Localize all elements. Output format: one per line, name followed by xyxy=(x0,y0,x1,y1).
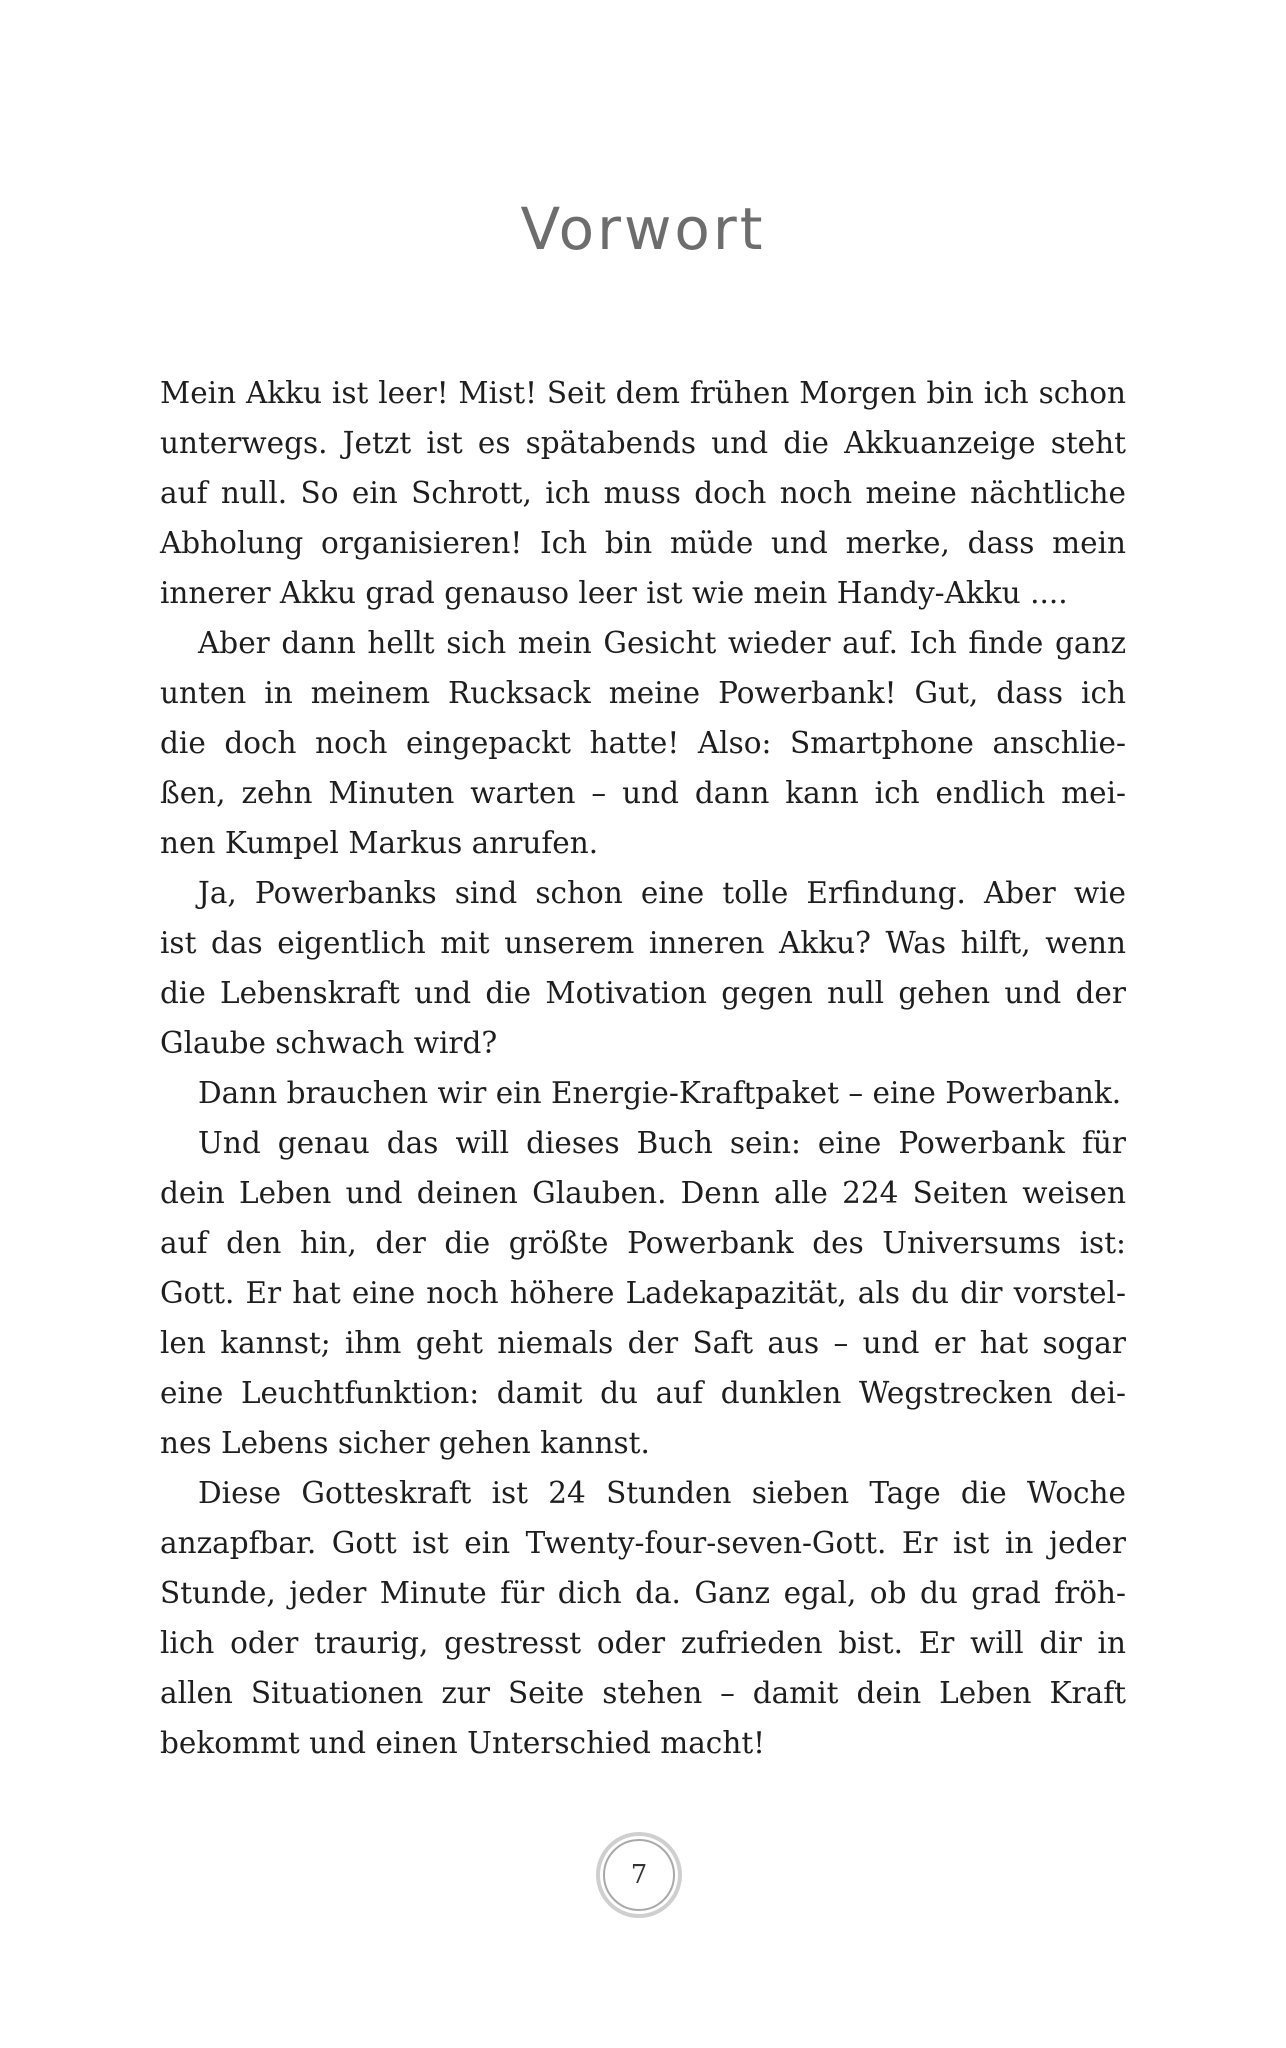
chapter-title: Vorwort xyxy=(520,195,766,263)
text-line: lich oder traurig, gestresst oder zufrieden bist. Er will dir in xyxy=(160,1626,1126,1660)
text-line: unterwegs. Jetzt ist es spätabends und die Akkuanzeige steht xyxy=(160,426,1126,460)
text-line: Ja, Powerbanks sind schon eine tolle Erfindung. Aber wie xyxy=(198,876,1126,910)
text-line: die doch noch eingepackt hatte! Also: Smartphone anschlie- xyxy=(160,726,1126,760)
page-number: 7 xyxy=(603,1839,675,1911)
text-line: Glaube schwach wird? xyxy=(160,1026,498,1060)
text-line: auf null. So ein Schrott, ich muss doch noch meine nächtliche xyxy=(160,476,1126,510)
text-line: Mein Akku ist leer! Mist! Seit dem frühen Morgen bin ich schon xyxy=(160,376,1126,410)
text-line: innerer Akku grad genauso leer ist wie mein Handy-Akku .... xyxy=(160,576,1068,610)
text-line: die Lebenskraft und die Motivation gegen null gehen und der xyxy=(160,976,1126,1010)
text-line: eine Leuchtfunktion: damit du auf dunklen Wegstrecken dei- xyxy=(160,1376,1126,1410)
text-line: auf den hin, der die größte Powerbank des Universums ist: xyxy=(160,1226,1126,1260)
body-text xyxy=(160,368,1126,1768)
text-line: bekommt und einen Unterschied macht! xyxy=(160,1726,766,1760)
text-line: Gott. Er hat eine noch höhere Ladekapazität, als du dir vorstel- xyxy=(160,1276,1126,1310)
text-line: ist das eigentlich mit unserem inneren Akku? Was hilft, wenn xyxy=(160,926,1126,960)
text-line: ßen, zehn Minuten warten – und dann kann ich endlich mei- xyxy=(160,776,1126,810)
text-line: Stunde, jeder Minute für dich da. Ganz egal, ob du grad fröh- xyxy=(160,1576,1126,1610)
text-line: Und genau das will dieses Buch sein: eine Powerbank für xyxy=(198,1126,1126,1160)
text-line: len kannst; ihm geht niemals der Saft aus – und er hat sogar xyxy=(160,1326,1126,1360)
text-line: Abholung organisieren! Ich bin müde und merke, dass mein xyxy=(160,526,1126,560)
text-line: nen Kumpel Markus anrufen. xyxy=(160,826,599,860)
text-line: allen Situationen zur Seite stehen – damit dein Leben Kraft xyxy=(160,1676,1126,1710)
text-line: Aber dann hellt sich mein Gesicht wieder auf. Ich finde ganz xyxy=(198,626,1126,660)
text-line: nes Lebens sicher gehen kannst. xyxy=(160,1426,650,1460)
page-number-badge xyxy=(596,1832,682,1918)
text-line: Dann brauchen wir ein Energie-Kraftpaket – eine Powerbank. xyxy=(198,1076,1122,1110)
text-line: anzapfbar. Gott ist ein Twenty-four-seven-Gott. Er ist in jeder xyxy=(160,1526,1126,1560)
text-line: dein Leben und deinen Glauben. Denn alle 224 Seiten weisen xyxy=(160,1176,1126,1210)
text-line: unten in meinem Rucksack meine Powerbank! Gut, dass ich xyxy=(160,676,1126,710)
text-line: Diese Gotteskraft ist 24 Stunden sieben Tage die Woche xyxy=(198,1476,1126,1510)
